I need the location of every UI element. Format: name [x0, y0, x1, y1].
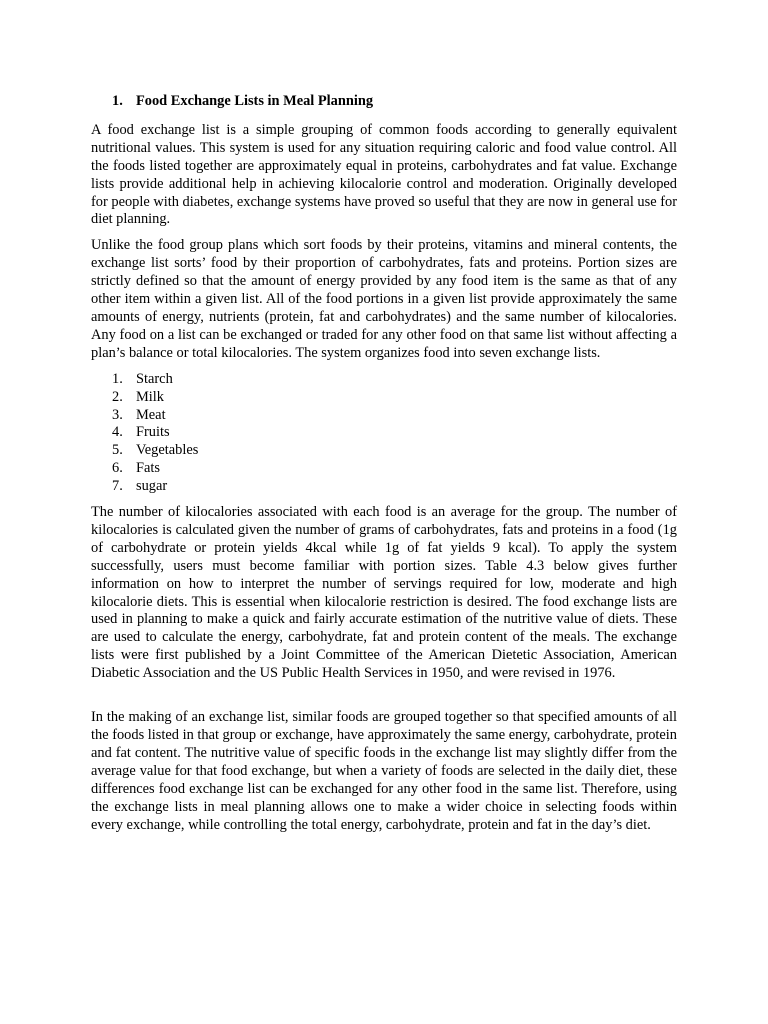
list-item — [91, 371, 677, 389]
list-item-label: Fats — [136, 460, 160, 477]
list-item — [91, 442, 677, 460]
exchange-list — [91, 371, 677, 496]
list-item-label: Vegetables — [136, 442, 199, 459]
paragraph-making-exchange-list: In the making of an exchange list, similar foods are grouped together so that specified amounts of all the foods listed in that group or exchange, have approximately the same energy, carbohydrate, protein and fat content. The nutritive value of specific foods in the exchange list may slightly differ from the average value for that food exchange, but when a variety of foods are selected in the daily diet, these differences food exchange list can be exchanged for any other food in the same list. Therefore, using the exchange lists in meal planning allows one to make a wider choice in selecting foods within every exchange, while controlling the total energy, carbohydrate, protein and fat in the day’s diet. — [91, 709, 677, 833]
list-item-number: 1. — [112, 370, 123, 387]
list-item-label: Starch — [136, 370, 173, 387]
list-item-number: 3. — [112, 406, 123, 423]
paragraph-exchange-vs-food-group: Unlike the food group plans which sort foods by their proteins, vitamins and mineral contents, the exchange list sorts’ food by their proportion of carbohydrates, fats and proteins. Portion sizes are strictly defined so that the amount of energy provided by any food item is the same as that of any other item within a given list. All of the food portions in a given list provide approximately the same amounts of energy, nutrients (protein, fat and carbohydrates) and the same number of kilocalories. Any food on a list can be exchanged or traded for any other food on that same list without affecting a plan’s balance or total kilocalories. The system organizes food into seven exchange lists. — [91, 237, 677, 361]
document-page — [91, 93, 677, 842]
list-item-label: Fruits — [136, 424, 170, 441]
section-number: 1. — [112, 93, 123, 109]
list-item-label: Milk — [136, 388, 164, 405]
paragraph-kilocalories: The number of kilocalories associated with each food is an average for the group. The number of kilocalories is calculated given the number of grams of carbohydrates, fats and proteins in a food (1g of carbohydrate or protein yields 4kcal while 1g of fat yields 9 kcal). To apply the system successfully, users must become familiar with portion sizes. Table 4.3 below gives further information on how to interpret the number of servings required for low, moderate and high kilocalorie diets. This is essential when kilocalorie restriction is desired. The food exchange lists are used in planning to make a quick and fairly accurate estimation of the nutritive value of diets. These are used to calculate the energy, carbohydrate, fat and protein content of the meals. The exchange lists were first published by a Joint Committee of the American Dietetic Association, American Diabetic Association and the US Public Health Services in 1950, and were revised in 1976. — [91, 504, 677, 682]
list-item — [91, 478, 677, 496]
list-item-number: 2. — [112, 388, 123, 405]
paragraph-intro: A food exchange list is a simple grouping of common foods according to generally equivalent nutritional values. This system is used for any situation requiring caloric and food value control. All the foods listed together are approximately equal in proteins, carbohydrates and fat value. Exchange lists provide additional help in achieving kilocalorie control and moderation. Originally developed for people with diabetes, exchange systems have proved so useful that they are now in general use for diet planning. — [91, 121, 677, 228]
list-item — [91, 424, 677, 442]
list-item — [91, 389, 677, 407]
list-item-number: 7. — [112, 478, 123, 495]
list-item — [91, 460, 677, 478]
list-item — [91, 407, 677, 425]
list-item-number: 5. — [112, 442, 123, 459]
list-item-number: 6. — [112, 460, 123, 477]
list-item-number: 4. — [112, 424, 123, 441]
section-heading — [91, 93, 677, 111]
list-item-label: Meat — [136, 406, 166, 423]
section-title: Food Exchange Lists in Meal Planning — [136, 93, 374, 109]
list-item-label: sugar — [136, 478, 168, 495]
